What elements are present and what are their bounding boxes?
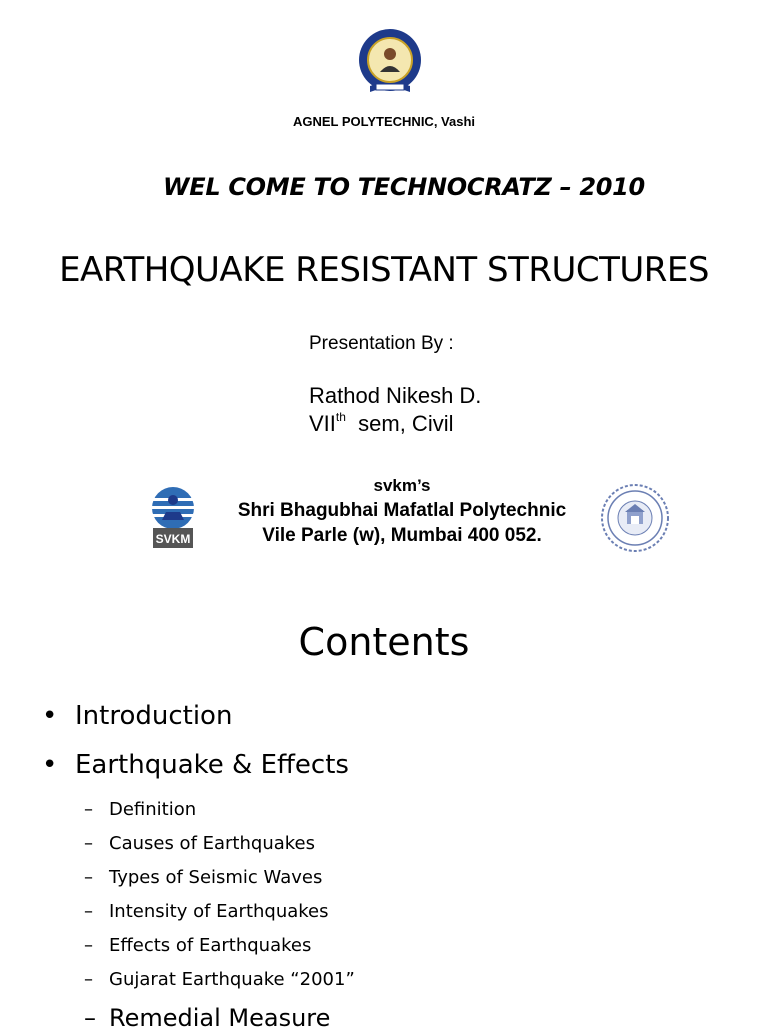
- sub-list-item: [42, 864, 355, 898]
- dash-glyph: –: [84, 799, 93, 820]
- dash-glyph: –: [84, 1004, 96, 1032]
- bullet-text: Earthquake & Effects: [75, 750, 349, 780]
- bullet-glyph: •: [42, 750, 58, 780]
- bullet-glyph: •: [42, 701, 58, 731]
- sub-list-item: [42, 966, 355, 1000]
- org-line-3: Vile Parle (w), Mumbai 400 052.: [262, 525, 542, 546]
- polytechnic-seal-icon: [600, 482, 670, 554]
- institution-name: AGNEL POLYTECHNIC, Vashi: [292, 114, 476, 129]
- bullet-text: Introduction: [75, 701, 233, 731]
- contents-list: [42, 698, 355, 1035]
- sub-list-item: [42, 932, 355, 966]
- agnel-emblem-icon: [354, 26, 426, 98]
- org-line-2: Shri Bhagubhai Mafatlal Polytechnic: [237, 500, 567, 521]
- sub-list-item: [42, 796, 355, 830]
- sub-item-text: Types of Seismic Waves: [109, 867, 323, 888]
- semester-rest: sem, Civil: [345, 411, 454, 436]
- svkm-logo-icon: [148, 486, 198, 550]
- sub-list-item: [42, 898, 355, 932]
- sub-list-item: [42, 830, 355, 864]
- sub-item-text: Gujarat Earthquake “2001”: [109, 969, 355, 990]
- list-item: [42, 747, 355, 796]
- org-line-1: svkm’s: [373, 476, 431, 495]
- semester-line: [309, 411, 453, 437]
- semester-prefix: VII: [309, 411, 336, 436]
- presentation-title: EARTHQUAKE RESISTANT STRUCTURES: [59, 250, 709, 290]
- list-item: [42, 698, 355, 747]
- dash-glyph: –: [84, 901, 93, 922]
- welcome-heading: WEL COME TO TECHNOCRATZ – 2010: [163, 173, 645, 201]
- sub-item-text: Intensity of Earthquakes: [109, 901, 329, 922]
- contents-title: Contents: [298, 620, 470, 664]
- dash-glyph: –: [84, 867, 93, 888]
- contents-slide: [0, 590, 768, 1032]
- sub-item-text: Definition: [109, 799, 197, 820]
- sub-list-item-partial: [42, 1001, 355, 1035]
- dash-glyph: –: [84, 935, 93, 956]
- dash-glyph: –: [84, 969, 93, 990]
- sub-item-text: Causes of Earthquakes: [109, 833, 315, 854]
- presenter-name: Rathod Nikesh D.: [309, 383, 482, 408]
- semester-superscript: th: [335, 409, 346, 424]
- dash-glyph: –: [84, 833, 93, 854]
- svkm-logo-text: SVKM: [155, 532, 191, 546]
- presentation-by-label: Presentation By :: [309, 333, 454, 354]
- sub-item-text: Effects of Earthquakes: [109, 935, 312, 956]
- sub-item-text: Remedial Measure: [109, 1004, 331, 1032]
